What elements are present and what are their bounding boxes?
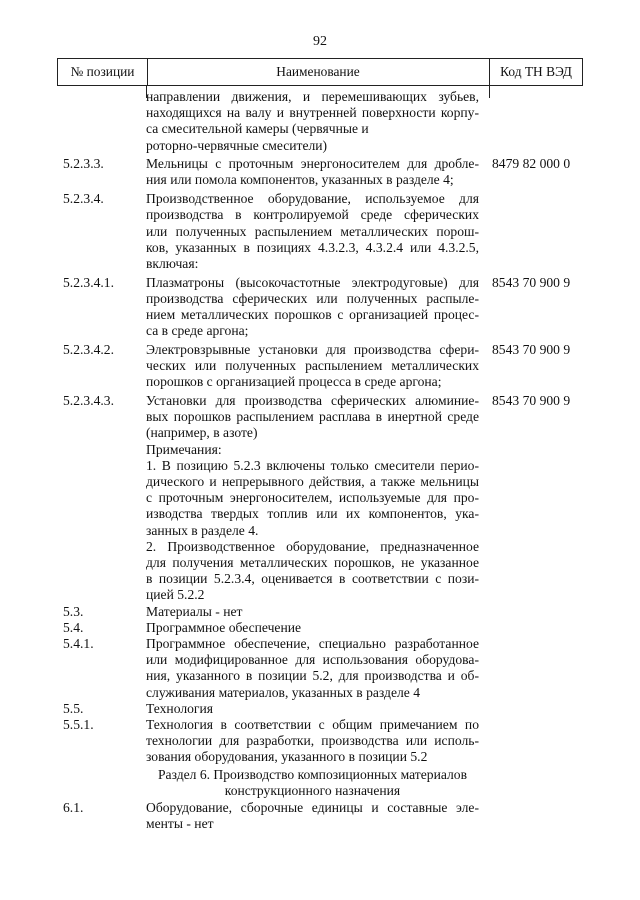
position-name (146, 800, 479, 832)
text-line: или полученных распылением металлических порош- (146, 223, 479, 239)
position-name (146, 89, 479, 154)
text-line: ния или помола компонентов, указанных в разделе 4; (146, 172, 454, 188)
text-line: порошков с организацией процесса в среде аргона; (146, 374, 442, 390)
position-name (146, 342, 479, 391)
customs-code: 8543 70 900 9 (492, 274, 571, 290)
text-line: Примечания: (146, 441, 222, 457)
position-number: 5.5. (63, 700, 84, 716)
text-line: Технология (146, 700, 214, 716)
text-line: са в среде аргона; (146, 323, 249, 339)
text-line: Мельницы с проточным энергоносителем для дробле- (146, 156, 479, 172)
text-line: с проточным энергоносителем, используемые для про- (146, 490, 479, 506)
text-line: нием металлических порошков с организацией процес- (146, 307, 479, 323)
text-line: зования оборудования, указанного в позиции 5.2 (146, 749, 428, 765)
text-line: находящихся на валу и внутренней поверхности корпу- (146, 105, 479, 121)
text-line: изводства твердых топлив или их компонентов, ука- (146, 506, 479, 522)
position-number: 5.2.3.3. (63, 156, 104, 172)
position-name (146, 717, 479, 766)
text-line: Установки для производства сферических алюминие- (146, 393, 479, 409)
text-line: (например, в азоте) (146, 425, 258, 441)
text-line: ния, указанного в позиции 5.2, для производства и об- (146, 668, 479, 684)
text-line: технологии для разработки, производства или исполь- (146, 733, 479, 749)
text-line: направлении движения, и перемешивающих зубьев, (146, 89, 479, 104)
text-line: Программное обеспечение (146, 619, 302, 635)
text-line: ков, указанных в позициях 4.3.2.3, 4.3.2.4 или 4.3.2.5, (146, 239, 479, 255)
section-heading-line: конструкционного назначения (224, 782, 401, 798)
customs-code: 8543 70 900 9 (492, 393, 571, 409)
text-line: Плазматроны (высокочастотные электродуговые) для (146, 274, 479, 290)
text-line: дического и непрерывного действия, а также мельницы (146, 474, 479, 490)
text-line: са смесительной камеры (червячные и (146, 121, 369, 137)
position-name (146, 701, 479, 717)
text-line: производства в контролируемой среде сферических (146, 207, 479, 223)
position-name (146, 275, 479, 340)
text-line: Электровзрывные установки для производства сфери- (146, 342, 479, 357)
text-line: или модифицированное для использования оборудова- (146, 652, 479, 668)
text-line: занных в разделе 4. (146, 522, 259, 538)
text-line: служивания материалов, указанных в разделе 4 (146, 684, 421, 700)
table-header (57, 58, 583, 86)
position-name (146, 191, 479, 272)
text-line: ческих или полученных распылением металлических (146, 358, 479, 374)
position-name (146, 604, 479, 620)
text-line: включая: (146, 255, 199, 271)
position-number: 5.3. (63, 603, 84, 619)
header-position-number: № позиции (58, 59, 148, 85)
text-line: цией 5.2.2 (146, 587, 205, 603)
position-number: 5.2.3.4.3. (63, 393, 114, 409)
position-name (146, 393, 479, 442)
text-line: Технология в соответствии с общим примечанием по (146, 717, 479, 733)
position-number: 5.2.3.4. (63, 191, 104, 207)
position-name (146, 156, 479, 188)
customs-code: 8543 70 900 9 (492, 342, 571, 357)
text-line: 1. В позицию 5.2.3 включены только смесители перио- (146, 457, 479, 473)
header-customs-code: Код ТН ВЭД (500, 64, 572, 79)
section-heading-line: Раздел 6. Производство композиционных материалов (157, 766, 468, 782)
text-line: Оборудование, сборочные единицы и составные эле- (146, 800, 479, 816)
position-number: 5.4. (63, 619, 84, 635)
text-line: 2. Производственное оборудование, предназначенное (146, 538, 479, 554)
position-number: 5.4.1. (63, 636, 94, 652)
column-divider (489, 86, 490, 98)
header-name: Наименование (147, 59, 490, 85)
text-line: Материалы - нет (146, 603, 243, 619)
position-number: 5.2.3.4.1. (63, 274, 114, 290)
text-line: для получения металлических порошков, не указанное (146, 555, 479, 570)
position-name (146, 620, 479, 636)
position-number: 5.2.3.4.2. (63, 342, 114, 357)
text-line: менты - нет (146, 816, 214, 832)
position-name (146, 442, 479, 604)
text-line: в позиции 5.2.3.4, оценивается в соответствии с пози- (146, 571, 479, 587)
text-line: вых порошков распылением расплава в инертной среде (146, 409, 479, 425)
customs-code: 8479 82 000 0 (492, 156, 571, 172)
position-number: 6.1. (63, 800, 84, 816)
page-number: 92 (313, 34, 327, 49)
text-line: Программное обеспечение, специально разработанное (146, 636, 479, 652)
text-line: производства сферических или полученных распыле- (146, 290, 479, 306)
text-line: роторно-червячные смесители) (146, 137, 328, 153)
position-number: 5.5.1. (63, 717, 94, 733)
position-name (146, 636, 479, 701)
text-line: Производственное оборудование, используемое для (146, 191, 479, 207)
section-heading (146, 767, 479, 799)
